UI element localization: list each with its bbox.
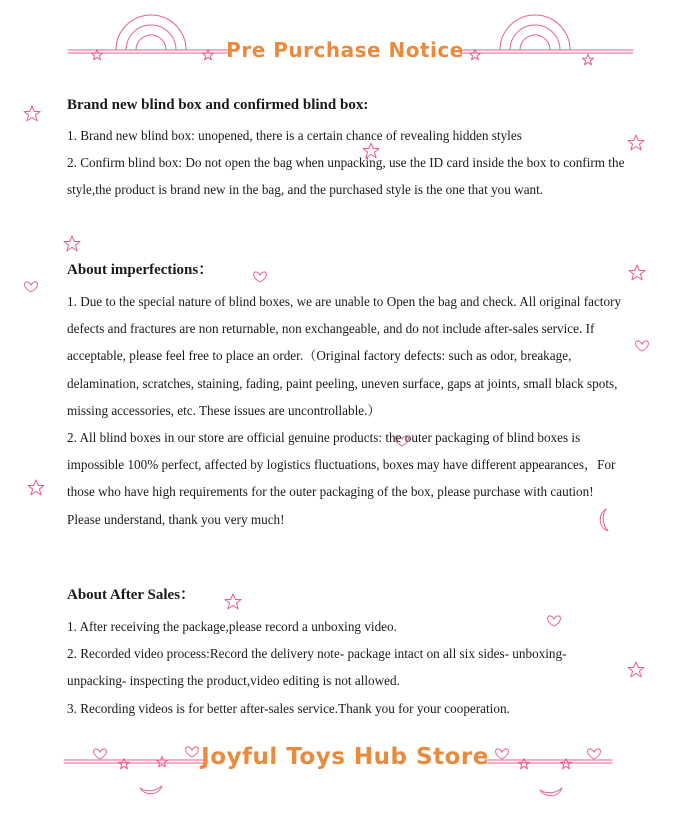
paragraph: 2. Confirm blind box: Do not open the bag when unpacking, use the ID card inside the box to confirm the style,the product is brand new in the bag, and the purchased style is the one that you want. [67,155,625,198]
page-title: Pre Purchase Notice [226,38,464,62]
section-imperfections [67,257,627,533]
section-blind-box-types [67,92,627,204]
paragraph: 1. Brand new blind box: unopened, there is a certain chance of revealing hidden styles [67,128,522,143]
paragraph: 1. Due to the special nature of blind boxes, we are unable to Open the bag and check. All original factory defects and fractures are non returnable, non exchangeable, and do not include after-sales service. If acceptable, please feel free to place an order.（Original factory defects: such as odor, breakage, delamination, scratches, staining, fading, paint peeling, uneven surface, gaps at joints, small black spots, missing accessories, etc. These issues are uncontrollable.） [67,294,622,418]
paragraph: 2. All blind boxes in our store are official genuine products: the outer packaging of blind boxes is impossible 100% perfect, affected by logistics fluctuations, boxes may have different appearances，For those who have high requirements for the outer packaging of the box, please purchase with caution! Please understand, thank you very much! [67,430,616,527]
section-after-sales [67,582,627,722]
store-name: Joyful Toys Hub Store [201,744,489,770]
paragraph: 2. Recorded video process:Record the delivery note- package intact on all six sides- unboxing- unpacking- inspecting the product,video editing is not allowed. [67,646,567,689]
section-heading: About After Sales： [67,587,196,603]
section-heading: About imperfections： [67,262,214,278]
paragraph: 1. After receiving the package,please record a unboxing video. [67,619,397,634]
paragraph: 3. Recording videos is for better after-sales service.Thank you for your cooperation. [67,700,510,716]
section-heading: Brand new blind box and confirmed blind box: [67,97,369,113]
notice-content [67,92,627,716]
